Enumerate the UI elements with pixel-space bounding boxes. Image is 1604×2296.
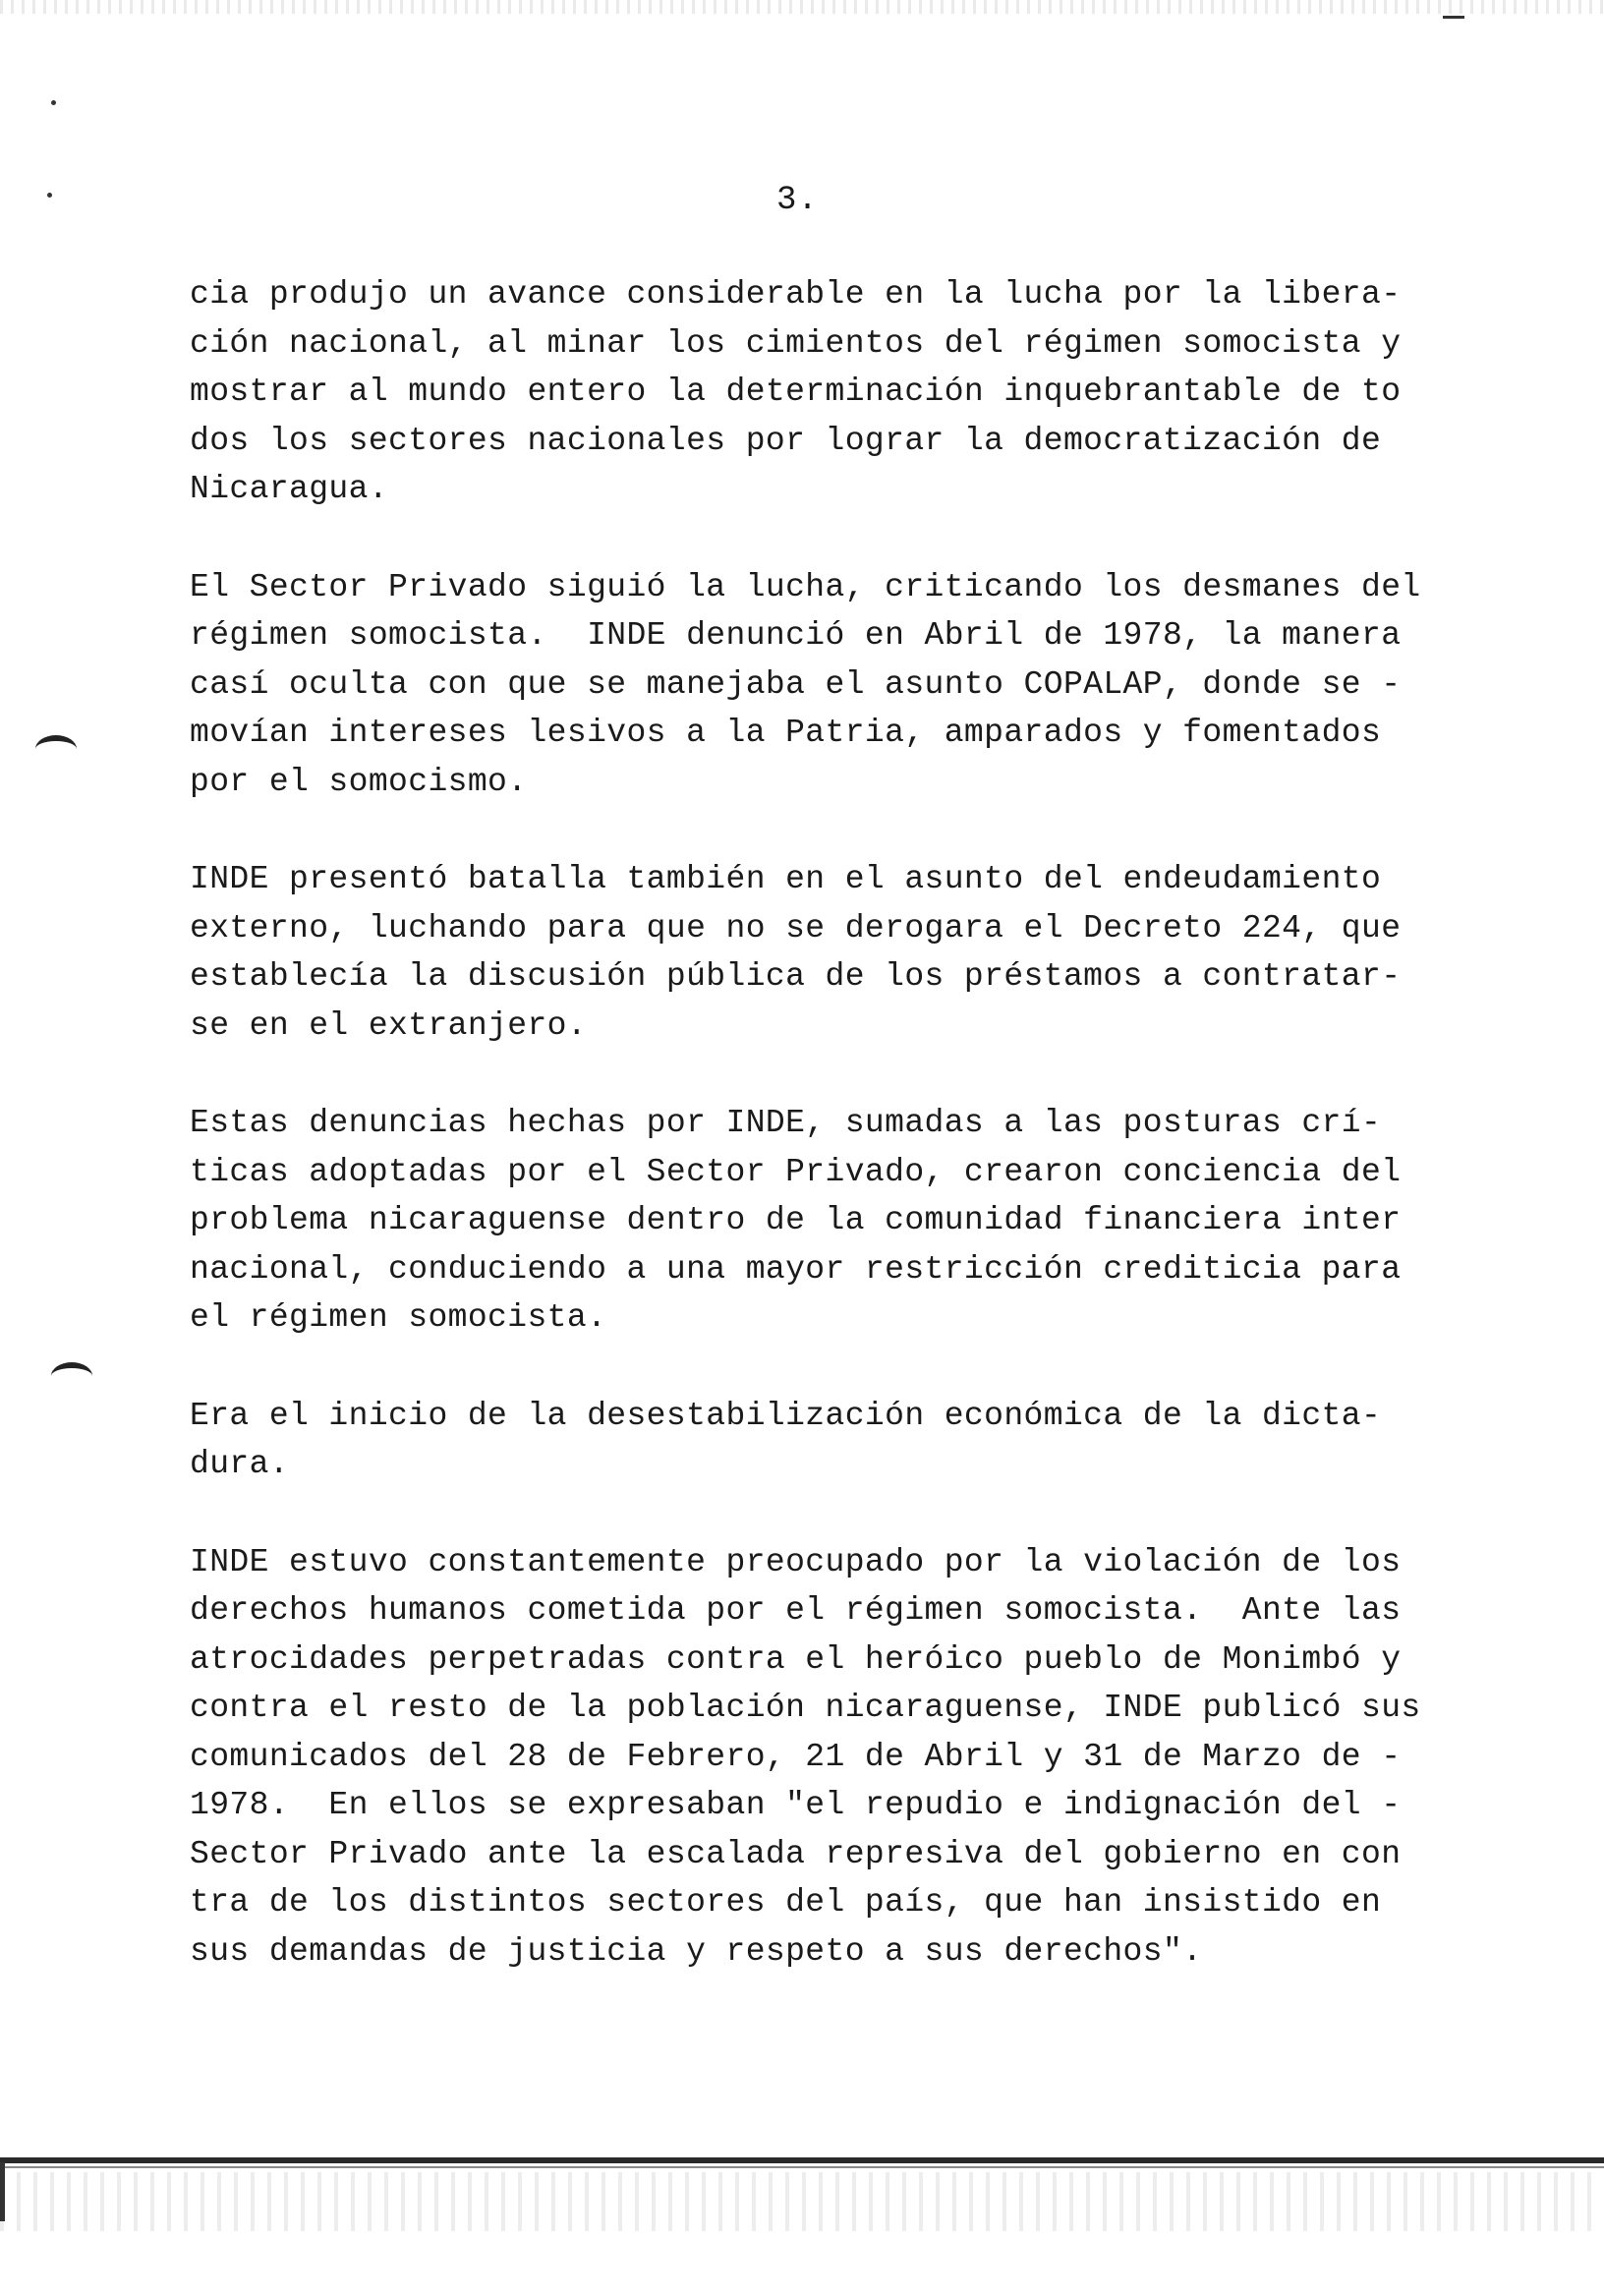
punch-hole-mark xyxy=(51,1362,92,1390)
text-line: problema nicaraguense dentro de la comunidad financiera inter xyxy=(190,1202,1402,1238)
text-line: régimen somocista. INDE denunció en Abril de 1978, la manera xyxy=(190,617,1402,654)
scan-edge-noise xyxy=(0,0,1604,14)
text-line: Estas denuncias hechas por INDE, sumadas a las posturas crí- xyxy=(190,1105,1382,1141)
text-line: nacional, conduciendo a una mayor restricción crediticia para xyxy=(190,1250,1402,1288)
text-line: INDE estuvo constantemente preocupado por la violación de los xyxy=(190,1543,1402,1580)
text-line: derechos humanos cometida por el régimen somocista. Ante las xyxy=(190,1592,1402,1629)
text-line: 1978. En ellos se expresaban "el repudio e indignación del - xyxy=(190,1787,1402,1823)
scan-bottom-rule-thin xyxy=(0,2166,1604,2168)
text-line: externo, luchando para que no se derogara el Decreto 224, que xyxy=(190,909,1402,947)
paragraph-5 xyxy=(190,1392,1428,1489)
text-line: cia produjo un avance considerable en la lucha por la libera- xyxy=(190,276,1402,313)
text-line: Era el inicio de la desestabilización económica de la dicta- xyxy=(190,1397,1382,1434)
text-line: atrocidades perpetradas contra el heróico pueblo de Monimbó y xyxy=(190,1640,1402,1678)
text-line: ticas adoptadas por el Sector Privado, crearon conciencia del xyxy=(190,1153,1402,1190)
text-line: Nicaragua. xyxy=(190,471,389,507)
text-line: comunicados del 28 de Febrero, 21 de Abril y 31 de Marzo de - xyxy=(190,1738,1402,1775)
scan-bottom-noise xyxy=(0,2172,1604,2231)
paragraph-4 xyxy=(190,1099,1428,1343)
paragraph-6 xyxy=(190,1538,1428,1977)
text-line: mostrar al mundo entero la determinación inquebrantable de to xyxy=(190,373,1402,410)
margin-speck xyxy=(47,193,52,198)
page-number: 3. xyxy=(776,182,819,219)
text-line: por el somocismo. xyxy=(190,763,528,800)
body-text xyxy=(190,270,1428,2025)
text-line: establecía la discusión pública de los préstamos a contratar- xyxy=(190,958,1402,995)
text-line: El Sector Privado siguió la lucha, criticando los desmanes del xyxy=(190,568,1421,605)
paragraph-2 xyxy=(190,563,1428,807)
scan-edge-bar xyxy=(0,2162,5,2221)
text-line: INDE presentó batalla también en el asunto del endeudamiento xyxy=(190,861,1382,897)
text-line: contra el resto de la población nicaraguense, INDE publicó sus xyxy=(190,1690,1421,1726)
text-line: dura. xyxy=(190,1446,290,1482)
text-line: casí oculta con que se manejaba el asunto COPALAP, donde se - xyxy=(190,665,1402,703)
scan-bottom-rule xyxy=(0,2157,1604,2163)
paragraph-1 xyxy=(190,270,1428,514)
scan-mark xyxy=(1443,16,1464,19)
paragraph-3 xyxy=(190,855,1428,1050)
text-line: ción nacional, al minar los cimientos del régimen somocista y xyxy=(190,324,1402,362)
text-line: dos los sectores nacionales por lograr la democratización de xyxy=(190,422,1382,459)
text-line: tra de los distintos sectores del país, que han insistido en xyxy=(190,1884,1382,1921)
text-line: se en el extranjero. xyxy=(190,1006,588,1044)
text-line: el régimen somocista. xyxy=(190,1299,607,1336)
punch-hole-mark xyxy=(35,735,77,763)
text-line: movían intereses lesivos a la Patria, amparados y fomentados xyxy=(190,715,1382,751)
margin-speck xyxy=(51,100,56,105)
text-line: sus demandas de justicia y respeto a sus derechos". xyxy=(190,1932,1203,1970)
text-line: Sector Privado ante la escalada represiva del gobierno en con xyxy=(190,1835,1402,1872)
